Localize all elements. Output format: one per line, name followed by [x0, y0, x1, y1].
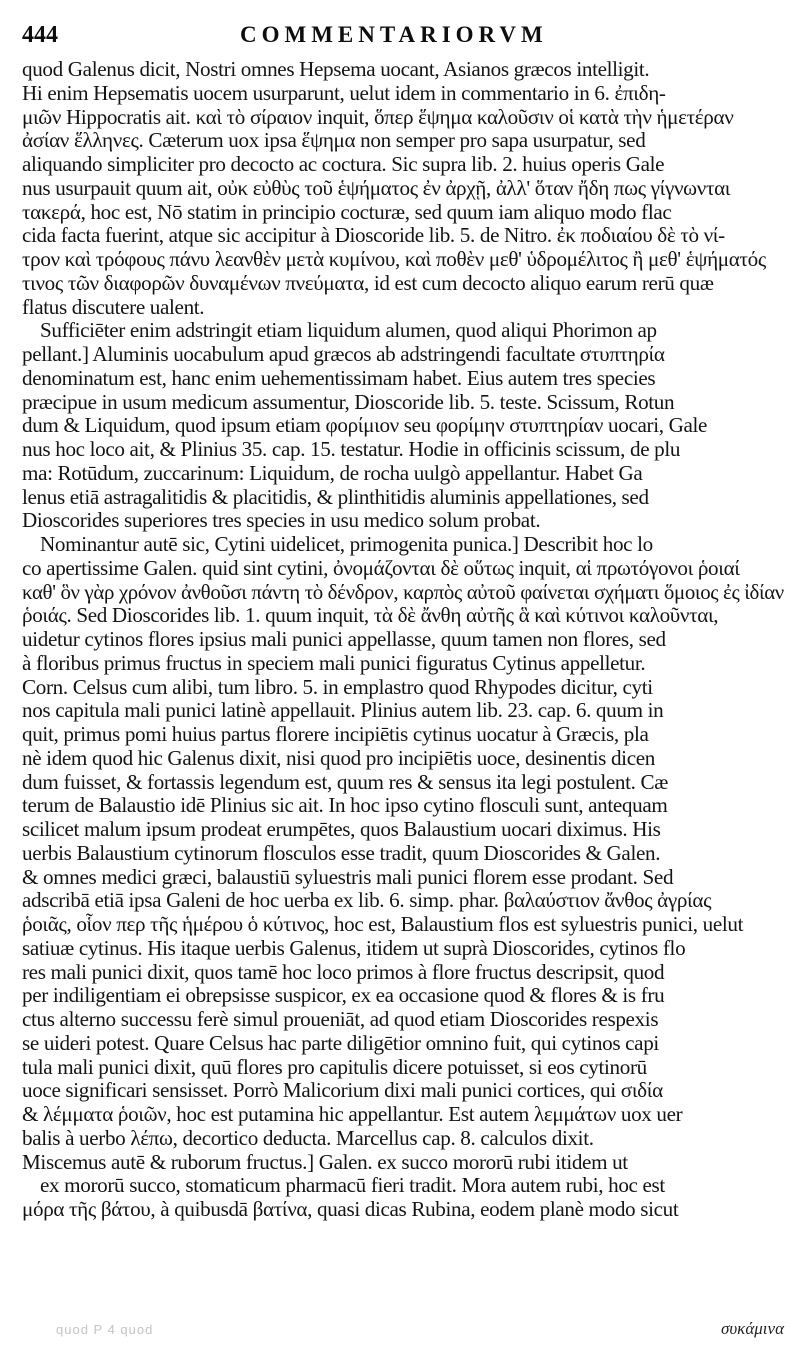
text-line: quit, primus pomi huius partus florere incipiētis cytinus uocatur à Græcis, pla: [22, 722, 649, 746]
text-line: per indiligentiam ei obrepsisse suspicor, ex ea occasione quod & flores & is fru: [22, 983, 665, 1008]
text-line: præcipue in usum medicum assumentur, Dioscoride lib. 5. teste. Scissum, Rotun: [22, 389, 675, 414]
text-line: uerbis Balaustium cytinorum flosculos esse tradit, quum Dioscorides & Galen.: [22, 840, 661, 865]
text-line: τρον καὶ τρόφους πάνυ λεανθὲν μετὰ κυμίνου, καὶ ποθὲν μεθ' ὑδρομέλιτος ἢ μεθ' ἑψήματός: [22, 247, 766, 271]
text-body: [22, 58, 786, 1222]
text-line: uoce significari sensisset. Porrò Malicorium dixi mali punici cortices, qui σιδία: [22, 1078, 663, 1103]
text-line: nos capitula mali punici latinè appellauit. Plinius autem lib. 23. cap. 6. quum in: [22, 698, 664, 723]
text-line: τινος τῶν διαφορῶν δυναμένων πνεύματα, id est cum decocto aliquo earum rerū quæ: [22, 270, 714, 295]
text-line: tula mali punici dixit, quū flores pro capitulis dicere potuisset, si eos cytinorū: [22, 1054, 647, 1079]
text-line: balis à uerbo λέπω, decortico deducta. Marcellus cap. 8. calculos dixit.: [22, 1125, 594, 1150]
text-line: lenus etiā astragalitidis & placitidis, & plinthitidis aluminis appellationes, sed: [22, 484, 649, 509]
text-line: pellant.] Aluminis uocabulum apud græcos ab adstringendi facultate στυπτηρία: [22, 342, 665, 366]
text-line: ctus alterno successu ferè simul proueniāt, ad quod etiam Dioscorides respexis: [22, 1007, 659, 1031]
text-line: ex mororū succo, stomaticum pharmacū fieri tradit. Mora autem rubi, hoc est: [40, 1173, 665, 1198]
text-line: adscribā etiā ipsa Galeni de hoc uerba ex lib. 6. simp. phar. βαλαύστιον ἄνθος ἀγρίας: [22, 888, 712, 913]
page-number: 444: [22, 22, 58, 48]
text-line: ma: Rotūdum, zuccarinum: Liquidum, de rocha uulgò appellantur. Habet Ga: [22, 460, 643, 485]
text-line: se uideri potest. Quare Celsus hac parte diligētior omnino fuit, qui cytinos capi: [22, 1030, 659, 1055]
text-line: terum de Balaustio idē Plinius sic ait. In hoc ipso cytino flosculi sunt, antequam: [22, 793, 668, 818]
text-line: quod Galenus dicit, Nostri omnes Hepsema uocant, Asianos græcos intelligit.: [22, 57, 650, 81]
text-line: Hi enim Hepsematis uocem usurparunt, uelut idem in commentario in 6. ἐπιδη-: [22, 80, 666, 105]
text-line: τακερά, hoc est, Nō statim in principio cocturæ, sed quum iam aliquo modo flac: [22, 199, 672, 224]
text-line: Dioscorides superiores tres species in usu medico solum probat.: [22, 508, 541, 533]
text-line: ῥοιάς. Sed Dioscorides lib. 1. quum inquit, τὰ δὲ ἄνθη αὐτῆς ἃ καὶ κύτινοι καλοῦνται,: [22, 603, 719, 628]
text-line: Miscemus autē & ruborum fructus.] Galen. ex succo mororū rubi itidem ut: [22, 1149, 628, 1174]
text-line: res mali punici dixit, quos tamē hoc loco primos à flore fructus descripsit, quod: [22, 959, 665, 984]
page-header: [22, 22, 786, 56]
text-line: denominatum est, hanc enim uehementissimam habet. Eius autem tres species: [22, 365, 656, 390]
bleed-through-text: quod P 4 quod: [56, 1322, 154, 1337]
text-line: scilicet malum ipsum prodeat erumpētes, quos Balaustium uocari diximus. His: [22, 817, 661, 841]
text-line: cida facta fuerint, atque sic accipitur à Dioscoride lib. 5. de Nitro. ἐκ ποδιαίου δὲ τὸ νί-: [22, 223, 725, 248]
text-line: co apertissime Galen. quid sint cytini, ὀνομάζονται δὲ οὕτως inquit, αἱ πρωτόγονοι ῥοιαί: [22, 555, 740, 580]
catchword: συκάμινα: [721, 1319, 784, 1338]
text-line: flatus discutere ualent.: [22, 294, 205, 319]
text-line: Sufficiēter enim adstringit etiam liquidum alumen, quod aliqui Phorimon ap: [40, 318, 657, 343]
text-line: Corn. Celsus cum alibi, tum libro. 5. in emplastro quod Rhypodes dicitur, cyti: [22, 674, 653, 699]
text-line: dum fuisset, & fortassis legendum est, quum res & sensus ita legi postulent. Cæ: [22, 769, 668, 794]
text-line: nè idem quod hic Galenus dixit, nisi quod pro incipiētis uoce, desinentis dicen: [22, 745, 655, 770]
text-line: uidetur cytinos flores ipsius mali punici appellasse, quum tamen non flores, sed: [22, 627, 666, 651]
text-line: aliquando simpliciter pro decocto ac coctura. Sic supra lib. 2. huius operis Gale: [22, 152, 665, 176]
text-line: nus hoc loco ait, & Plinius 35. cap. 15. testatur. Hodie in officinis scissum, de plu: [22, 437, 681, 461]
text-line: καθ' ὃν γὰρ χρόνον ἀνθοῦσι πάντη τὸ δένδρον, καρπὸς αὐτοῦ φαίνεται σχήματι ὅμοιος ἐς ἰδίαν: [22, 579, 784, 604]
text-line: ἀσίαν ἕλληνες. Cæterum uox ipsa ἕψημα non semper pro sapa usurpatur, sed: [22, 128, 646, 153]
text-line: nus usurpauit quum ait, οὐκ εὐθὺς τοῦ ἑψήματος ἐν ἀρχῇ, ἀλλ' ὅταν ἤδη πως γίγνωνται: [22, 175, 731, 200]
text-line: & λέμματα ῥοιῶν, hoc est putamina hic appellantur. Est autem λεμμάτων uox uer: [22, 1102, 683, 1126]
text-line: Nominantur autē sic, Cytini uidelicet, primogenita punica.] Describit hoc lo: [40, 532, 653, 556]
text-line: & omnes medici græci, balaustiū syluestris mali punici florem esse prodant. Sed: [22, 864, 674, 889]
text-line: μιῶν Hippocratis ait. καὶ τὸ σίραιον inquit, ὅπερ ἕψημα καλοῦσιν οἱ κατὰ τὴν ἡμετέραν: [22, 104, 734, 129]
running-head: COMMENTARIORVM: [240, 22, 548, 47]
text-line: ῥοιᾶς, οἷον περ τῆς ἡμέρου ὁ κύτινος, hoc est, Balaustium flos est syluestris punici, uelut: [22, 912, 744, 936]
text-line: satiuæ cytinus. His itaque uerbis Galenus, itidem ut suprà Dioscorides, cytinos flo: [22, 935, 686, 960]
text-line: μόρα τῆς βάτου, à quibusdā βατίνα, quasi dicas Rubina, eodem planè modo sicut: [22, 1197, 679, 1221]
text-line: à floribus primus fructus in speciem mali punici figuratus Cytinus appelletur.: [22, 650, 646, 675]
text-line: dum & Liquidum, quod ipsum etiam φορίμιον seu φορίμην στυπτηρίαν uocari, Gale: [22, 413, 708, 438]
